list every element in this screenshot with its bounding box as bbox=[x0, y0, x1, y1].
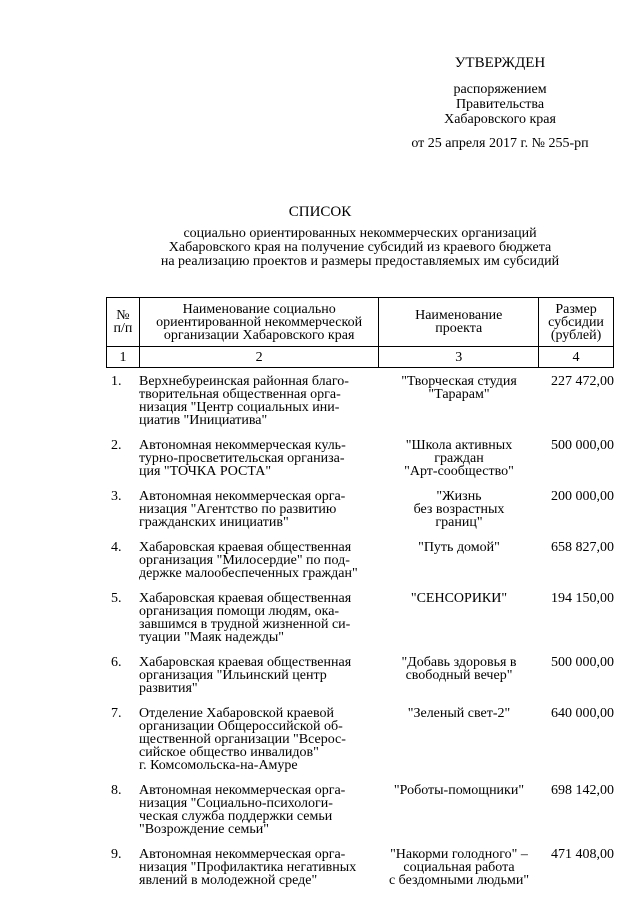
subtitle-line: Хабаровского края на получение субсидий из краевого бюджета bbox=[168, 240, 552, 255]
column-number: 2 bbox=[139, 347, 378, 368]
header-org: Наименование социально ориентированной некоммерческой организации Хабаровского края bbox=[139, 298, 378, 347]
approval-date: от 25 апреля 2017 г. № 255-рп bbox=[411, 136, 589, 151]
column-number: 1 bbox=[107, 347, 140, 368]
org-name: Автономная некоммерческая куль- турно-просветительская организа- ция "ТОЧКА РОСТА" bbox=[139, 438, 346, 479]
row-number: 8. bbox=[111, 783, 122, 798]
org-name: Хабаровская краевая общественная организация "Ильинский центр развития" bbox=[139, 655, 352, 696]
table-row bbox=[106, 707, 614, 772]
table-row bbox=[106, 784, 614, 836]
org-name: Автономная некоммерческая орга- низация "Агентство по развитию гражданских инициатив" bbox=[139, 489, 346, 530]
project-name: "Путь домой" bbox=[418, 540, 500, 555]
row-number: 5. bbox=[111, 591, 122, 606]
column-number: 3 bbox=[379, 347, 539, 368]
approval-line: распоряжением bbox=[453, 82, 547, 97]
document-title: СПИСОК bbox=[288, 204, 352, 220]
subsidy-amount: 698 142,00 bbox=[551, 783, 614, 798]
approval-line: Правительства bbox=[455, 97, 545, 112]
subsidy-amount: 500 000,00 bbox=[551, 655, 614, 670]
row-number: 2. bbox=[111, 438, 122, 453]
project-name: "Добавь здоровья в свободный вечер" bbox=[401, 655, 517, 683]
row-number: 9. bbox=[111, 847, 122, 862]
header-num: № п/п bbox=[107, 298, 140, 347]
project-name: "Роботы-помощники" bbox=[393, 783, 525, 798]
column-number: 4 bbox=[539, 347, 614, 368]
row-number: 7. bbox=[111, 706, 122, 721]
subtitle-line: на реализацию проектов и размеры предоставляемых им субсидий bbox=[160, 254, 560, 269]
row-number: 1. bbox=[111, 374, 122, 389]
org-name: Верхнебуреинская районная благо- творительная общественная орга- низация "Центр социальных ини- циатив "Инициатива" bbox=[139, 374, 349, 428]
document-subtitle bbox=[100, 227, 620, 269]
project-name: "Творческая студия "Тарарам" bbox=[401, 374, 517, 402]
org-name: Отделение Хабаровской краевой организации Общероссийской об- щественной организации "Всерос- сийское общество инвалидов" г. Комсомольска-на-Амуре bbox=[139, 706, 346, 773]
project-name: "СЕНСОРИКИ" bbox=[410, 591, 508, 606]
org-name: Автономная некоммерческая орга- низация "Социально-психологи- ческая служба поддержки семьи "Возрождение семьи" bbox=[139, 783, 346, 837]
table-body bbox=[106, 375, 614, 899]
row-number: 6. bbox=[111, 655, 122, 670]
approval-heading: УТВЕРЖДЕН bbox=[454, 55, 546, 71]
table-row bbox=[106, 848, 614, 887]
table-row bbox=[106, 490, 614, 529]
approval-block bbox=[400, 56, 600, 151]
project-name: "Зеленый свет-2" bbox=[407, 706, 511, 721]
org-name: Автономная некоммерческая орга- низация "Профилактика негативных явлений в молодежной среде" bbox=[139, 847, 357, 888]
table-row bbox=[106, 439, 614, 478]
subsidy-amount: 640 000,00 bbox=[551, 706, 614, 721]
org-name: Хабаровская краевая общественная организация помощи людям, ока- завшимся в трудной жизненной си- туации "Маяк надежды" bbox=[139, 591, 352, 645]
project-name: "Накорми голодного" – социальная работа с бездомными людьми" bbox=[388, 847, 530, 888]
approval-line: Хабаровского края bbox=[444, 112, 556, 127]
header-project: Наименование проекта bbox=[379, 298, 539, 347]
table-row bbox=[106, 375, 614, 427]
table-row bbox=[106, 656, 614, 695]
subsidy-amount: 471 408,00 bbox=[551, 847, 614, 862]
table-row bbox=[106, 541, 614, 580]
header-amount: Размер субсидии (рублей) bbox=[539, 298, 614, 347]
subsidy-amount: 194 150,00 bbox=[551, 591, 614, 606]
project-name: "Жизнь без возрастных границ" bbox=[413, 489, 505, 530]
subsidy-amount: 227 472,00 bbox=[551, 374, 614, 389]
table-row bbox=[106, 592, 614, 644]
row-number: 4. bbox=[111, 540, 122, 555]
row-number: 3. bbox=[111, 489, 122, 504]
subsidy-amount: 200 000,00 bbox=[551, 489, 614, 504]
subtitle-line: социально ориентированных некоммерческих организаций bbox=[183, 226, 537, 241]
subsidy-amount: 500 000,00 bbox=[551, 438, 614, 453]
subsidy-amount: 658 827,00 bbox=[551, 540, 614, 555]
project-name: "Школа активных граждан "Арт-сообщество" bbox=[404, 438, 514, 479]
table-header bbox=[106, 297, 614, 368]
org-name: Хабаровская краевая общественная организация "Милосердие" по под- держке малообеспеченных граждан" bbox=[139, 540, 358, 581]
